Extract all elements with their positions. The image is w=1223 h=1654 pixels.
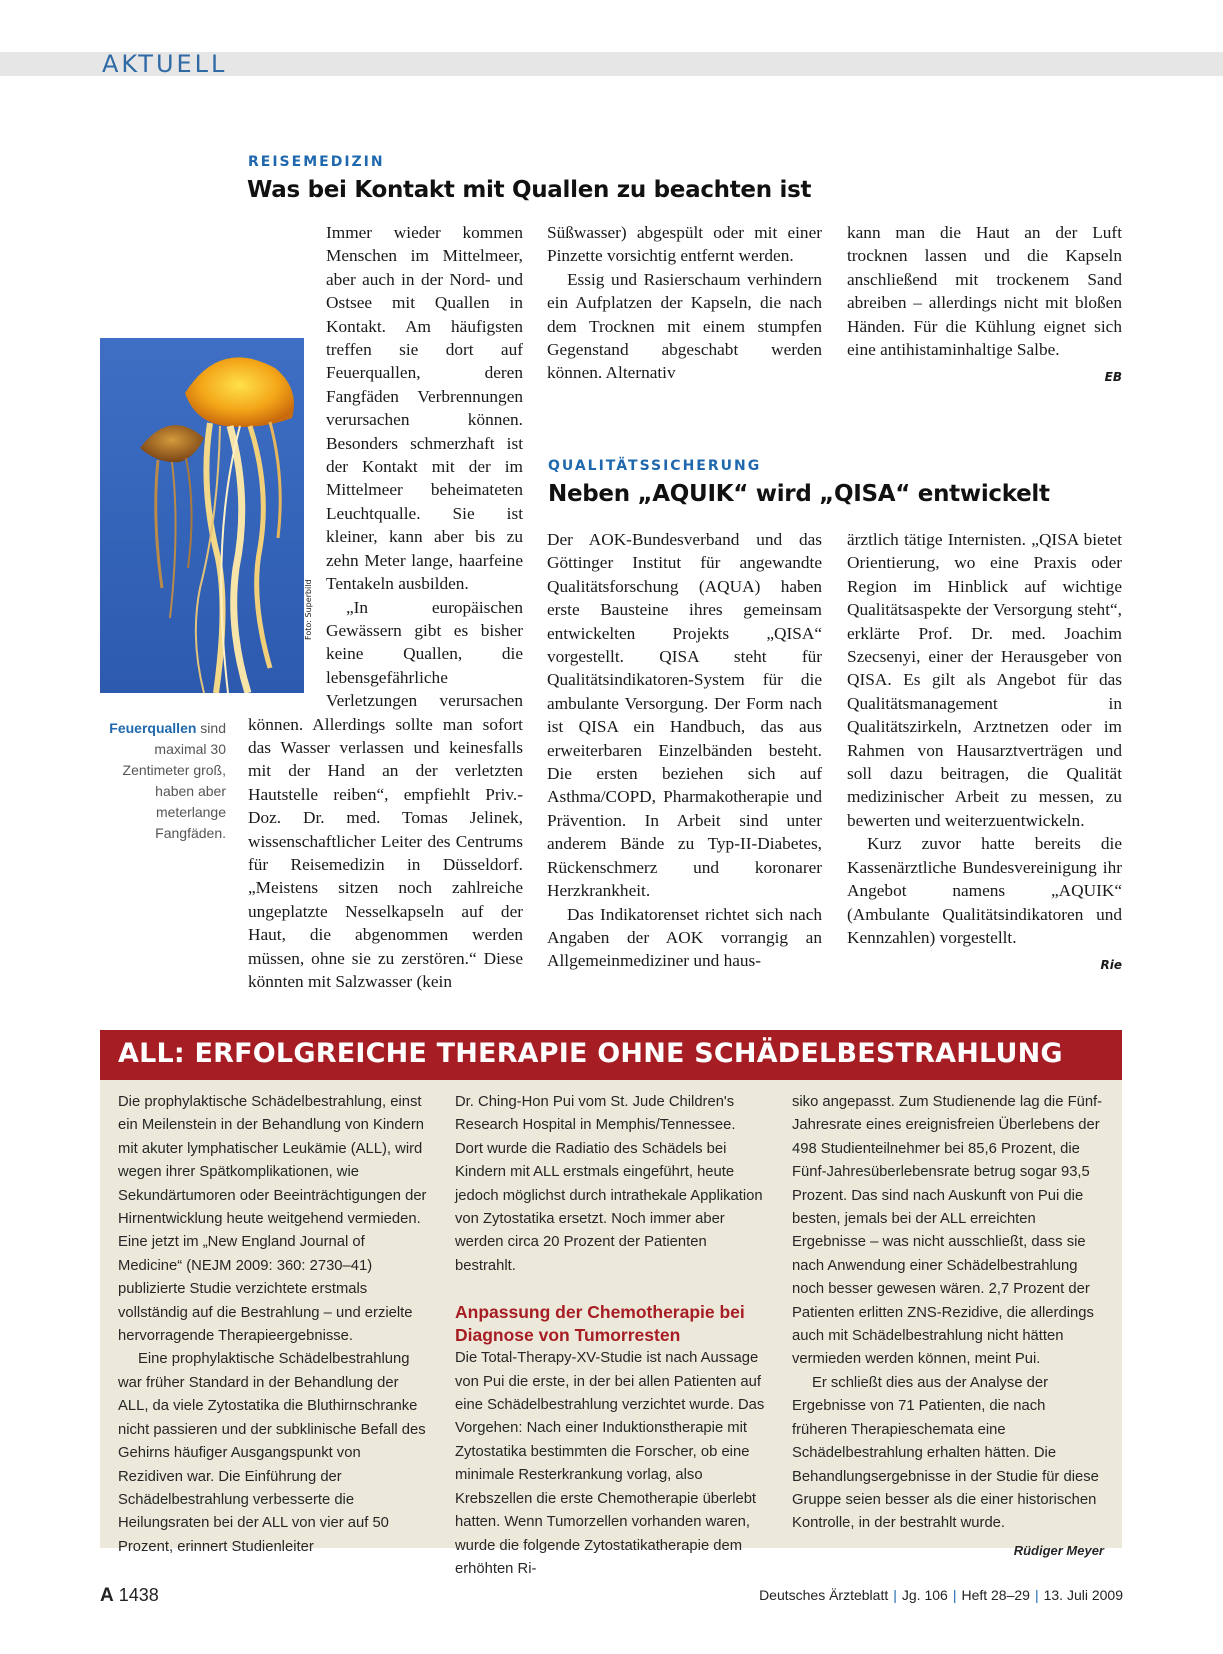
journal-date: 13. Juli 2009 — [1043, 1587, 1123, 1603]
box-paragraph: Eine prophylaktische Schädelbestrahlung war früher Standard in der Behandlung der ALL, da viele Zytostatika die Bluthirnschranke nicht passieren und der subklinische Befall des Gehirns häufiger Ausgangspunkt von Rezidiven war. Die Einführung der Schädelbestrahlung verbesserte die Heilungsraten bei der ALL von vier auf 50 Prozent, erinnert Studienleiter — [118, 1351, 426, 1555]
journal-volume: Jg. 106 — [901, 1587, 948, 1603]
article1-paragraph: Immer wieder kommen Menschen im Mittelmeer, aber auch in der Nord- und Ostsee mit Quallen in Kontakt. Am häufigsten treffen sie dort auf Feuerquallen, deren Fangfäden Verbrennungen verursachen können. Besonders schmerzhaft ist der Kontakt mit der im Mittelmeer beheimateten Leuchtqualle. Sie ist kleiner, kann aber bis zu zehn Meter lange, haarfeine Tentakeln ausbilden. — [326, 223, 523, 594]
box-column-1 — [118, 1091, 428, 1559]
caption-bold: Feuerquallen — [109, 720, 197, 736]
article2-paragraph: Das Indikatorenset richtet sich nach Angaben der AOK vorrangig an Allgemeinmediziner und haus- — [547, 904, 822, 971]
article1-column-1 — [248, 221, 523, 993]
page-prefix: A — [100, 1585, 114, 1606]
box-author: Rüdiger Meyer — [1013, 1542, 1104, 1558]
page-number-value: 1438 — [118, 1585, 159, 1605]
photo-wrap-spacer — [248, 313, 326, 703]
article1-paragraph: Süßwasser) abgespült oder mit einer Pinzette vorsichtig entfernt werden. — [547, 223, 822, 266]
footer-separator: | — [1034, 1587, 1039, 1603]
article2-author: Rie — [1100, 958, 1122, 973]
article2-paragraph: Der AOK-Bundesverband und das Göttinger Institut für angewandte Qualitätsforschung (AQUA) haben erste Bausteine ihres gemeinsam entwickelten Projekts „QISA“ vorgestellt. QISA steht für Qualitätsindikatoren-System für die ambulante Versorgung. Der Form nach ist QISA ein Handbuch, das aus erweiterbaren Einzelbänden besteht. Die ersten beziehen sich auf Asthma/COPD, Pharmakotherapie und Prävention. In Arbeit sind unter anderem Bände zu Typ-II-Diabetes, Rückenschmerz und koronarer Herzkrankheit. — [547, 530, 822, 901]
journal-name: Deutsches Ärzteblatt — [759, 1587, 889, 1603]
section-label: AKTUELL — [102, 50, 228, 78]
journal-info — [759, 1587, 1123, 1603]
article2-kicker: QUALITÄTSSICHERUNG — [548, 458, 762, 474]
page-number — [100, 1585, 159, 1607]
box-subheading: Anpassung der Chemotherapie bei Diagnose von Tumorresten — [455, 1302, 745, 1346]
article1-column-2 — [547, 221, 822, 385]
box-column-2 — [455, 1091, 765, 1581]
photo-caption — [100, 718, 226, 844]
article1-paragraph: kann man die Haut an der Luft trocknen lassen und die Kapseln anschließend mit trockenem Sand abreiben – allerdings nicht mit bloßen Händen. Für die Kühlung eignet sich eine antihistaminhaltige Salbe. — [847, 223, 1122, 360]
article2-paragraph: Kurz zuvor hatte bereits die Kassenärztliche Bundesvereinigung ihr Angebot namens „AQUIK“ (Ambulante Qualitätsindikatoren und Kennzahlen) vorgestellt. — [847, 834, 1122, 947]
article1-paragraph: „In europäischen Gewässern gibt es bisher keine Quallen, die lebensgefährliche Verletzungen verursachen können. Allerdings sollte man sofort das Wasser verlassen und keinesfalls mit der Hand an der verletzten Hautstelle reiben“, empfiehlt Priv.-Doz. Dr. med. Tomas Jelinek, wissenschaftlicher Leiter des Centrums für Reisemedizin in Düsseldorf. „Meistens sitzen noch zahlreiche ungeplatzte Nesselkapseln auf der Haut, die abgenommen werden müssen, ohne sie zu zerstören.“ Diese könnten mit Salzwasser (kein — [248, 597, 523, 991]
box-paragraph: siko angepasst. Zum Studienende lag die Fünf-Jahresrate eines ereignisfreien Überlebens der 498 Studienteilnehmer bei 85,6 Prozent, die Fünf-Jahresüberlebensrate betrug sogar 93,5 Prozent. Das sind nach Auskunft von Pui die besten, jemals bei der ALL erreichten Ergebnisse – was nicht ausschließt, dass sie nach Anwendung einer Schädelbestrahlung noch besser gewesen wären. 2,7 Prozent der Patienten erlitten ZNS-Rezidive, die allerdings auch mit Schädelbestrahlung nicht hätten vermieden werden können, meint Pui. — [792, 1094, 1103, 1368]
article2-headline: Neben „AQUIK“ wird „QISA“ entwickelt — [548, 481, 1050, 507]
footer-separator: | — [893, 1587, 897, 1603]
box-paragraph: Dr. Ching-Hon Pui vom St. Jude Children's Research Hospital in Memphis/Tennessee. Dort wurde die Radiatio des Schädels bei Kindern mit ALL erstmals eingeführt, heute jedoch möglichst durch intrathekale Applikation von Zytostatika ersetzt. Noch immer aber werden circa 20 Prozent der Patienten bestrahlt. — [455, 1094, 763, 1274]
footer-separator: | — [952, 1587, 957, 1603]
article1-column-3 — [847, 221, 1122, 390]
box-paragraph: Er schließt dies aus der Analyse der Ergebnisse von 71 Patienten, die nach früheren Therapieschemata eine Schädelbestrahlung erhalten hätten. Die Behandlungsergebnisse in der Studie für diese Gruppe seien besser als die einer historischen Kontrolle, in der bestrahlt wurde. — [792, 1374, 1099, 1532]
article2-paragraph: ärztlich tätige Internisten. „QISA bietet Orientierung, wo eine Praxis oder Region im Hinblick auf wichtige Qualitätsaspekte der Versorgung steht“, erklärte Prof. Dr. med. Joachim Szecsenyi, einer der Herausgeber von QISA. Es gilt als Angebot für das Qualitätsmanagement in Qualitätszirkeln, Arztnetzen oder im Rahmen von Hausarztverträgen und soll dazu beitragen, die Qualität medizinischer Arbeit zu messen, zu bewerten und weiterzuentwickeln. — [847, 530, 1122, 830]
journal-issue: Heft 28–29 — [961, 1587, 1030, 1603]
box-paragraph: Die Total-Therapy-XV-Studie ist nach Aussage von Pui die erste, in der bei allen Patienten auf eine Schädelbestrahlung verzichtet wurde. Das Vorgehen: Nach einer Induktionstherapie mit Zytostatika bestimmten die Forscher, ob eine minimale Resterkrankung vorlag, also Krebszellen die erste Chemotherapie überlebt hatten. Wenn Tumorzellen vorhanden waren, wurde die folgende Zytostatikatherapie dem erhöhten Ri- — [455, 1350, 765, 1577]
article1-author: EB — [1104, 370, 1122, 385]
box-column-3 — [792, 1091, 1104, 1562]
box-paragraph: Die prophylaktische Schädelbestrahlung, einst ein Meilenstein in der Behandlung von Kindern mit akuter lymphatischer Leukämie (ALL), wird wegen ihrer Spätkomplikationen, wie Sekundärtumoren oder Beeinträchtigungen der Hirnentwicklung heute weitgehend vermieden. Eine jetzt im „New England Journal of Medicine“ (NEJM 2009: 360: 2730–41) publizierte Studie verzichtete erstmals vollständig auf die Bestrahlung – und erzielte hervorragende Therapieergebnisse. — [118, 1094, 427, 1345]
article1-headline: Was bei Kontakt mit Quallen zu beachten ist — [247, 177, 812, 203]
article2-column-2 — [847, 528, 1122, 978]
article1-kicker: REISEMEDIZIN — [248, 154, 385, 170]
photo-credit: Foto: Superbild — [304, 579, 313, 640]
article2-column-1 — [547, 528, 822, 973]
box-title: ALL: ERFOLGREICHE THERAPIE OHNE SCHÄDELBESTRAHLUNG — [118, 1038, 1063, 1069]
article1-paragraph: Essig und Rasierschaum verhindern ein Aufplatzen der Kapseln, die nach dem Trocknen mit einem stumpfen Gegenstand abgeschabt werden können. Alternativ — [547, 269, 822, 383]
caption-text: sind maximal 30 Zentimeter groß, haben aber meterlange Fangfäden. — [122, 720, 226, 841]
